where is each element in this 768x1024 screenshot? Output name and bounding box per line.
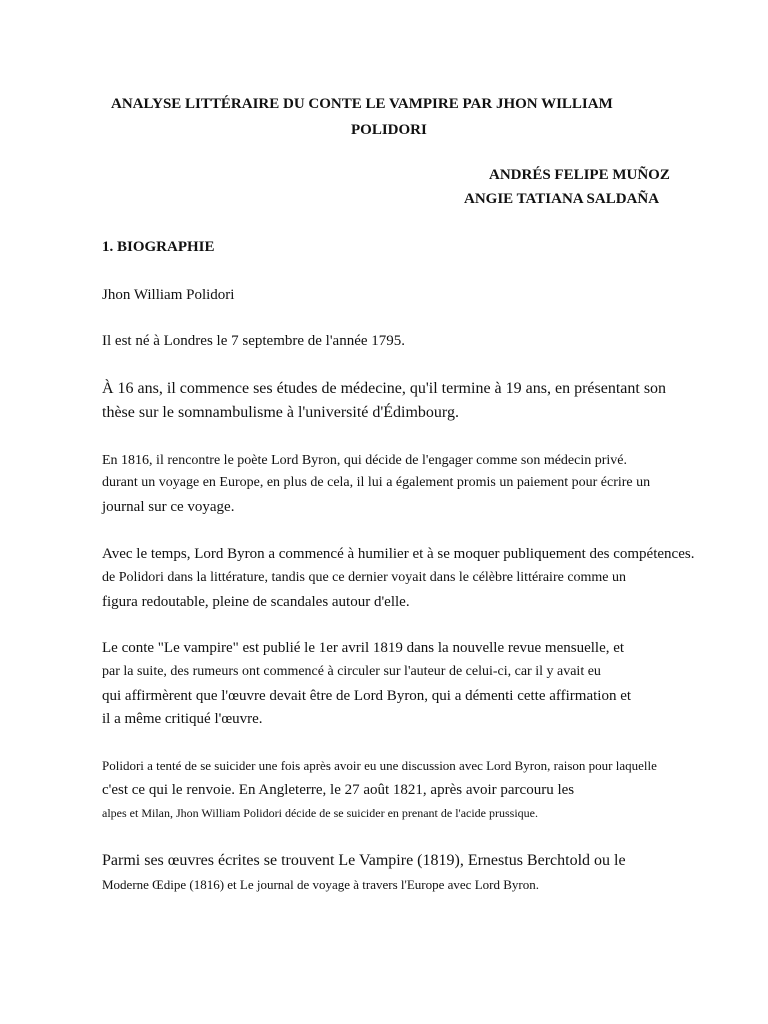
author-1: ANDRÉS FELIPE MUÑOZ — [489, 167, 670, 183]
paragraph-death-line-3: alpes et Milan, Jhon William Polidori décide de se suicider en prenant de l'acide prussique. — [102, 806, 539, 820]
paragraph-death-line-1: Polidori a tenté de se suicider une fois après avoir eu une discussion avec Lord Byron, raison pour laquelle — [102, 758, 657, 773]
paragraph-humiliation-line-3: figura redoutable, pleine de scandales autour d'elle. — [102, 594, 410, 610]
paragraph-humiliation-line-2: de Polidori dans la littérature, tandis que ce dernier voyait dans le célèbre littéraire comme un — [102, 570, 627, 585]
paragraph-death-line-2: c'est ce qui le renvoie. En Angleterre, le 27 août 1821, après avoir parcouru les — [102, 782, 575, 798]
paragraph-vampire-publication-line-4: il a même critiqué l'œuvre. — [102, 711, 263, 727]
title-line-2: POLIDORI — [351, 122, 427, 138]
paragraph-works-line-1: Parmi ses œuvres écrites se trouvent Le Vampire (1819), Ernestus Berchtold ou le — [102, 852, 626, 869]
paragraph-byron-meeting-line-3: journal sur ce voyage. — [102, 499, 235, 515]
paragraph-byron-meeting-line-1: En 1816, il rencontre le poète Lord Byron, qui décide de l'engager comme son médecin privé. — [102, 453, 628, 468]
paragraph-byron-meeting-line-2: durant un voyage en Europe, en plus de cela, il lui a également promis un paiement pour écrire un — [102, 475, 651, 490]
paragraph-birth-line-1: Il est né à Londres le 7 septembre de l'année 1795. — [102, 333, 406, 349]
section-heading: 1. BIOGRAPHIE — [102, 239, 215, 255]
author-2: ANGIE TATIANA SALDAÑA — [464, 191, 660, 207]
title-line-1: ANALYSE LITTÉRAIRE DU CONTE LE VAMPIRE PAR JHON WILLIAM — [111, 96, 613, 112]
paragraph-works-line-2: Moderne Œdipe (1816) et Le journal de voyage à travers l'Europe avec Lord Byron. — [102, 877, 539, 892]
paragraph-studies-line-2: thèse sur le somnambulisme à l'université d'Édimbourg. — [102, 404, 459, 421]
paragraph-studies-line-1: À 16 ans, il commence ses études de médecine, qu'il termine à 19 ans, en présentant son — [102, 380, 667, 397]
paragraph-humiliation-line-1: Avec le temps, Lord Byron a commencé à humilier et à se moquer publiquement des compétences. — [102, 546, 695, 562]
paragraph-vampire-publication-line-2: par la suite, des rumeurs ont commencé à circuler sur l'auteur de celui-ci, car il y avait eu — [102, 664, 601, 679]
paragraph-vampire-publication-line-1: Le conte "Le vampire" est publié le 1er avril 1819 dans la nouvelle revue mensuelle, et — [102, 640, 625, 656]
paragraph-vampire-publication-line-3: qui affirmèrent que l'œuvre devait être de Lord Byron, qui a démenti cette affirmation et — [102, 688, 632, 704]
subject-name: Jhon William Polidori — [102, 287, 235, 303]
